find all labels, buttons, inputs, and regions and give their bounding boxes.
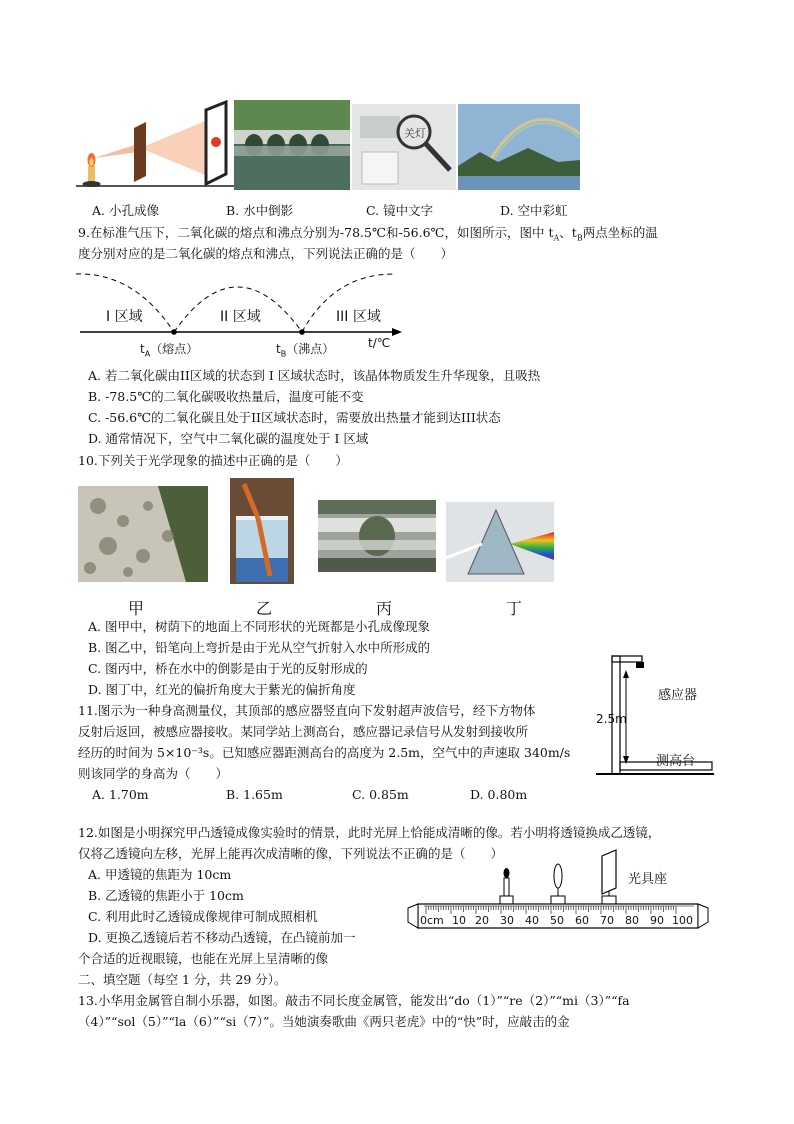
tick-label: 100 — [672, 914, 693, 927]
tick-label: 0cm — [420, 914, 444, 927]
q12-stem-line1: 12.如图是小明探究甲凸透镜成像实验时的情景，此时光屏上恰能成清晰的像。若小明将透镜换成乙透镜， — [78, 825, 661, 840]
tick-label: 40 — [525, 914, 539, 927]
q8-option-a: A. 小孔成像 — [92, 203, 159, 218]
q11-option-a: A. 1.70m — [92, 787, 149, 802]
platform-label: 测高台 — [656, 754, 696, 769]
image-label-yi: 乙 — [256, 599, 273, 618]
q9-option-c: C. -56.6℃的二氧化碳且处于II区域状态时，需要放出热量才能到达III状态 — [88, 410, 501, 425]
image-label-jia: 甲 — [128, 599, 145, 618]
q11-stem-line2: 反射后返回，被感应器接收。某同学站上测高台，感应器记录信号从发射到接收所 — [78, 724, 529, 739]
q11-stem-line4: 则该同学的身高为（ ） — [78, 766, 229, 781]
pinhole-image — [76, 100, 234, 190]
tick-label: 30 — [500, 914, 514, 927]
sensor-label: 感应器 — [658, 688, 698, 703]
q8-option-d: D. 空中彩虹 — [500, 203, 568, 218]
zone-2-label: II 区域 — [220, 309, 261, 325]
q12-option-c: C. 利用此时乙透镜成像规律可制成照相机 — [88, 909, 318, 924]
zone-1-label: I 区域 — [106, 309, 143, 325]
q10-option-c: C. 图丙中，桥在水中的倒影是由于光的反射形成的 — [88, 661, 368, 676]
q12-stem-line2: 仅将乙透镜向左移，光屏上能再次成清晰的像，下列说法不正确的是（ ） — [78, 846, 504, 861]
q9-option-a: A. 若二氧化碳由II区域的状态到 I 区域状态时，该晶体物质发生升华现象，且吸热 — [88, 368, 541, 383]
q12-option-b: B. 乙透镜的焦距小于 10cm — [88, 888, 244, 903]
q11-option-b: B. 1.65m — [226, 787, 283, 802]
section-2-heading: 二、填空题（每空 1 分，共 29 分）。 — [78, 972, 287, 987]
tick-label: 60 — [575, 914, 589, 927]
tick-label: 70 — [600, 914, 614, 927]
q8-option-c: C. 镜中文字 — [366, 203, 434, 218]
pencil-water-image — [230, 478, 294, 584]
q9-stem-line1: 9.在标准气压下，二氧化碳的熔点和沸点分别为-78.5℃和-56.6℃，如图所示，图中 $t_A$、$t_B$两点坐标的温 — [78, 225, 658, 243]
q13-stem-line2: （4）”“sol（5）”“la（6）”“si（7）”。当她演奏歌曲《两只老虎》中的“快”时，应敲击的金 — [78, 1014, 570, 1029]
q9-stem-line2: 度分别对应的是二氧化碳的熔点和沸点，下列说法正确的是（ ） — [78, 246, 454, 261]
image-label-ding: 丁 — [506, 599, 523, 618]
height-dimension-label: 2.5m — [596, 712, 627, 726]
q10-option-d: D. 图丁中，红光的偏折角度大于紫光的偏折角度 — [88, 682, 356, 697]
q10-option-a: A. 图甲中，树荫下的地面上不同形状的光斑都是小孔成像现象 — [88, 619, 430, 634]
q10-stem: 10.下列关于光学现象的描述中正确的是（ ） — [78, 453, 348, 468]
q8-option-b: B. 水中倒影 — [226, 203, 294, 218]
tick-label: 90 — [650, 914, 664, 927]
bench-scale — [420, 914, 696, 928]
q13-stem-line1: 13.小华用金属管自制小乐器，如图。敲击不同长度金属管，能发出“do（1）”“re（2）”“mi（3）”“fa — [78, 993, 630, 1008]
boiling-point-label: $t_B$（沸点） — [276, 342, 335, 359]
temperature-axis-label: t/℃ — [368, 336, 391, 350]
q11-option-c: C. 0.85m — [352, 787, 409, 802]
tick-label: 80 — [625, 914, 639, 927]
q12-option-d: D. 更换乙透镜后若不移动凸透镜，在凸镜前加一 — [88, 930, 356, 945]
prism-dispersion-image — [446, 502, 554, 582]
optical-bench-label: 光具座 — [628, 872, 668, 887]
q12-option-a: A. 甲透镜的焦距为 10cm — [88, 867, 232, 882]
q11-stem-line1: 11.图示为一种身高测量仪，其顶部的感应器竖直向下发射超声波信号，经下方物体 — [78, 703, 536, 718]
bridge-reflection-image-2 — [318, 500, 436, 572]
bridge-reflection-image — [234, 100, 350, 190]
q11-stem-line3: 经历的时间为 5×10⁻³s。已知感应器距测高台的高度为 2.5m，空气中的声速取 340m/s — [78, 745, 571, 760]
q9-option-b: B. -78.5℃的二氧化碳吸收热量后，温度可能不变 — [88, 389, 364, 404]
q11-option-d: D. 0.80m — [470, 787, 528, 802]
tick-label: 50 — [550, 914, 564, 927]
zone-3-label: III 区域 — [336, 309, 381, 325]
mirror-word: 关灯 — [404, 127, 426, 140]
mirror-text-image — [352, 104, 456, 190]
q9-option-d: D. 通常情况下，空气中二氧化碳的温度处于 I 区域 — [88, 431, 369, 446]
rainbow-image — [458, 104, 580, 190]
q12-option-d-cont: 个合适的近视眼镜，也能在光屏上呈清晰的像 — [78, 951, 329, 966]
melting-point-label: $t_A$（熔点） — [140, 342, 199, 359]
tree-shade-image — [78, 486, 208, 582]
tick-label: 20 — [475, 914, 489, 927]
tick-label: 10 — [452, 914, 466, 927]
q10-option-b: B. 图乙中，铅笔向上弯折是由于光从空气折射入水中所形成的 — [88, 640, 431, 655]
image-label-bing: 丙 — [376, 599, 393, 618]
